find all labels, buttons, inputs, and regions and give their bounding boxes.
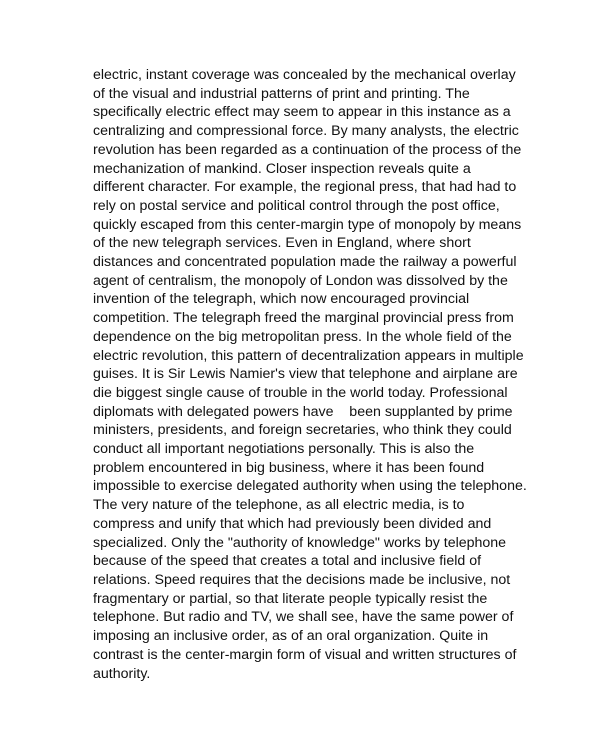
body-paragraph (93, 66, 533, 683)
text-line: problem encountered in big business, where it has been found (93, 459, 485, 476)
text-line: telephone. But radio and TV, we shall see, have the same power of (93, 609, 514, 626)
text-line: specialized. Only the "authority of knowledge" works by telephone (93, 534, 507, 551)
text-line: relations. Speed requires that the decisions made be inclusive, not (93, 571, 511, 588)
text-line: electric revolution, this pattern of decentralization appears in multiple (93, 347, 524, 364)
text-line: different character. For example, the regional press, that had had to (93, 179, 517, 196)
text-line: fragmentary or partial, so that literate people typically resist the (93, 590, 488, 607)
text-line: die biggest single cause of trouble in the world today. Professional (93, 384, 508, 401)
text-line: agent of centralism, the monopoly of London was dissolved by the (93, 272, 508, 289)
text-line: impossible to exercise delegated authority when using the telephone. (93, 478, 527, 495)
text-line: ministers, presidents, and foreign secretaries, who think they could (93, 422, 512, 439)
text-line: electric, instant coverage was concealed by the mechanical overlay (93, 67, 516, 83)
text-line: diplomats with delegated powers have been supplanted by prime (93, 403, 513, 420)
text-line: revolution has been regarded as a continuation of the process of the (93, 141, 522, 158)
text-line: rely on postal service and political control through the post office, (93, 197, 500, 214)
text-line: conduct all important negotiations personally. This is also the (93, 441, 475, 458)
text-line: invention of the telegraph, which now encouraged provincial (93, 291, 470, 308)
text-line: competition. The telegraph freed the marginal provincial press from (93, 310, 514, 327)
text-line: quickly escaped from this center-margin type of monopoly by means (93, 216, 522, 233)
text-line: imposing an inclusive order, as of an oral organization. Quite in (93, 628, 489, 645)
text-line: centralizing and compressional force. By many analysts, the electric (93, 123, 519, 140)
text-line: specifically electric effect may seem to appear in this instance as a (93, 104, 511, 121)
text-line: of the visual and industrial patterns of print and printing. The (93, 85, 470, 102)
text-line: because of the speed that creates a total and inclusive field of (93, 553, 482, 570)
text-line: dependence on the big metropolitan press. In the whole field of the (93, 328, 512, 345)
text-line: of the new telegraph services. Even in England, where short (93, 235, 471, 252)
text-line: distances and concentrated population made the railway a powerful (93, 254, 517, 271)
text-line: contrast is the center-margin form of visual and written structures of (93, 646, 517, 663)
text-line: guises. It is Sir Lewis Namier's view that telephone and airplane are (93, 366, 518, 383)
text-line: authority. (93, 665, 151, 682)
text-line: compress and unify that which had previously been divided and (93, 515, 492, 532)
text-line: The very nature of the telephone, as all electric media, is to (93, 497, 465, 514)
text-line: mechanization of mankind. Closer inspection reveals quite a (93, 160, 471, 177)
